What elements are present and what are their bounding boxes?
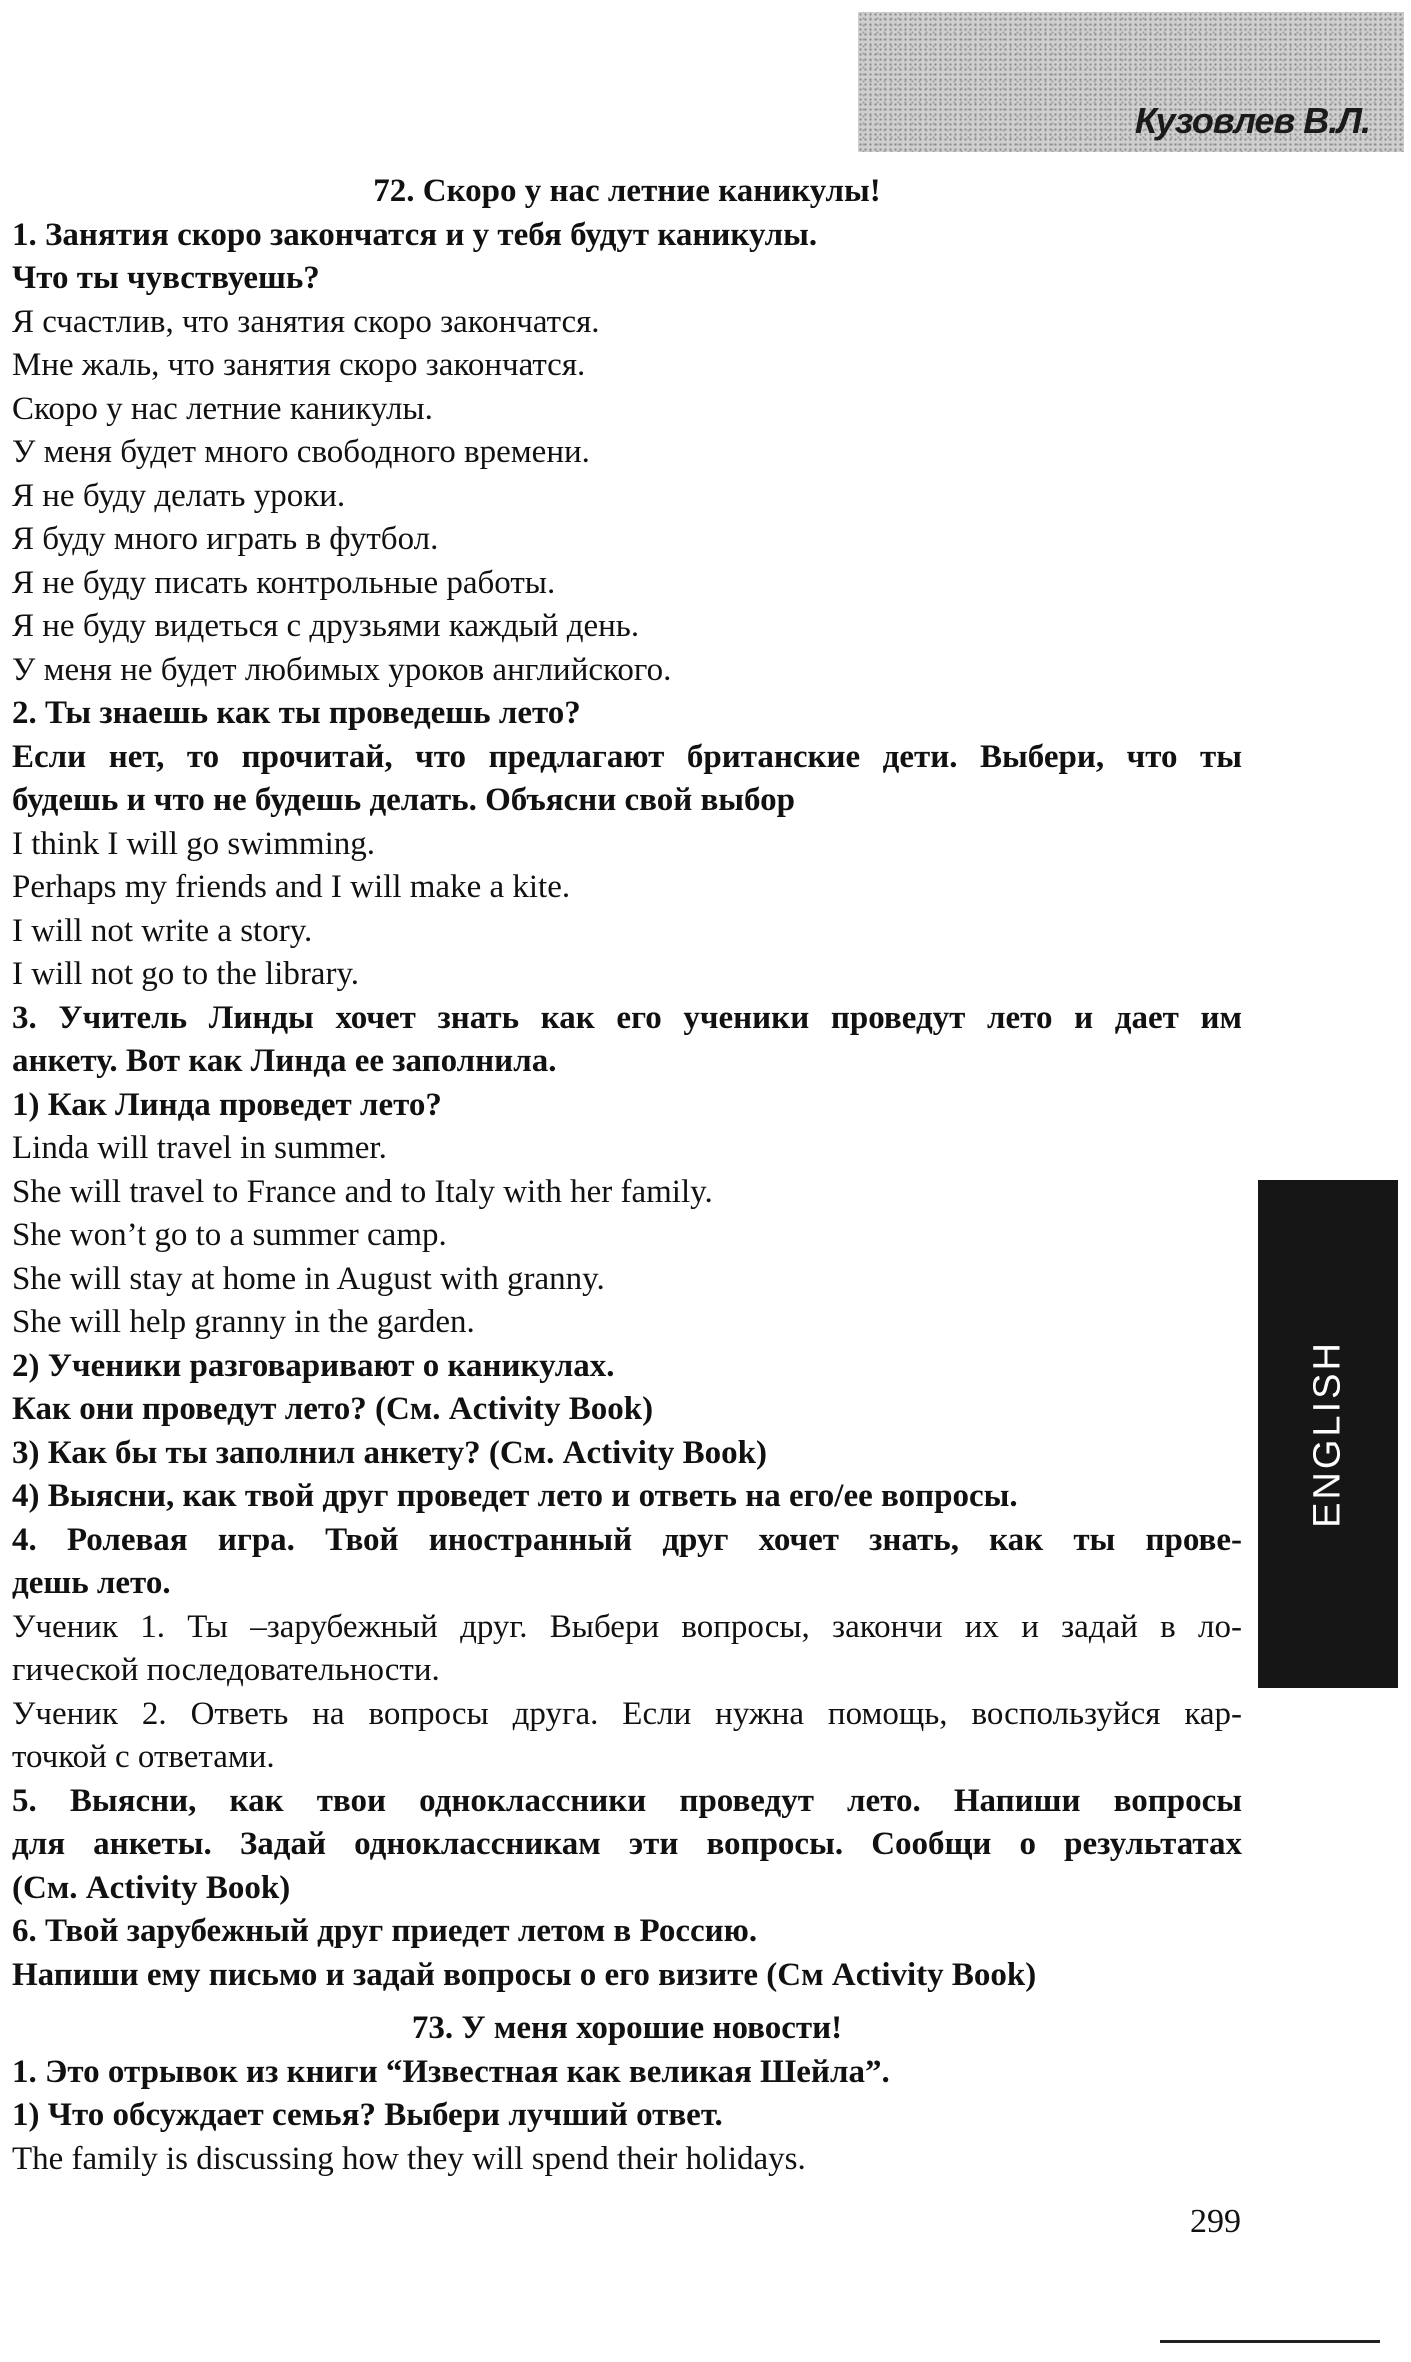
text-line: Ученик 2. Ответь на вопросы друга. Если нужна помощь, воспользуйся кар-	[12, 1695, 1242, 1732]
text-line: 3. Учитель Линды хочет знать как его ученики проведут лето и дает им	[12, 999, 1242, 1036]
text-line: 3) Как бы ты заполнил анкету? (См. Activity Book)	[12, 1434, 768, 1471]
section-side-tab	[1258, 1180, 1398, 1688]
text-line: Perhaps my friends and I will make a kite.	[12, 869, 571, 905]
page-content	[12, 170, 1242, 2181]
text-line: (См. Activity Book)	[12, 1869, 291, 1906]
author-name: Кузовлев В.Л.	[1134, 100, 1370, 141]
text-line: Я не буду делать уроки.	[12, 477, 346, 514]
text-line: Я не буду видеться с друзьями каждый день.	[12, 608, 640, 644]
text-line: I think I will go swimming.	[12, 825, 375, 862]
text-line: Напиши ему письмо и задай вопросы о его визите (См Activity Book)	[12, 1956, 1037, 1993]
text-line: 6. Твой зарубежный друг приедет летом в Россию.	[12, 1913, 758, 1949]
text-line: Я буду много играть в футбол.	[12, 521, 439, 557]
page-number: 299	[1190, 2203, 1241, 2240]
text-line: She will travel to France and to Italy with her family.	[12, 1173, 713, 1210]
text-line: 1) Как Линда проведет лето?	[12, 1086, 442, 1123]
text-line: The family is discussing how they will spend their holidays.	[12, 2140, 806, 2177]
text-line: 4. Ролевая игра. Твой иностранный друг хочет знать, как ты прове-	[12, 1521, 1242, 1558]
section-heading: 72. Скоро у нас летние каникулы!	[373, 173, 881, 209]
text-line: 4) Выясни, как твой друг проведет лето и ответь на его/ее вопросы.	[12, 1478, 1018, 1514]
section-tab-label: ENGLISH	[1306, 1340, 1349, 1528]
text-line: Мне жаль, что занятия скоро закончатся.	[12, 347, 586, 383]
text-line: She won’t go to a summer camp.	[12, 1217, 447, 1253]
text-line: будешь и что не будешь делать. Объясни свой выбор	[12, 782, 795, 818]
text-line: У меня не будет любимых уроков английского.	[12, 651, 672, 688]
author-header-box	[858, 12, 1404, 152]
section-heading: 73. У меня хорошие новости!	[411, 2010, 843, 2046]
text-line: 1) Что обсуждает семья? Выбери лучший ответ.	[12, 2097, 723, 2133]
text-line: Linda will travel in summer.	[12, 1130, 387, 1166]
text-line: Скоро у нас летние каникулы.	[12, 390, 433, 427]
text-line: 2) Ученики разговаривают о каникулах.	[12, 1347, 615, 1384]
text-line: Я не буду писать контрольные работы.	[12, 564, 556, 601]
text-line: Я счастлив, что занятия скоро закончатся.	[12, 303, 600, 340]
text-line: для анкеты. Задай одноклассникам эти вопросы. Сообщи о результатах	[12, 1826, 1242, 1862]
text-line: 5. Выясни, как твои одноклассники проведут лето. Напиши вопросы	[12, 1782, 1242, 1819]
text-line: She will stay at home in August with granny.	[12, 1260, 605, 1297]
text-line: Если нет, то прочитай, что предлагают британские дети. Выбери, что ты	[12, 738, 1242, 775]
text-line: У меня будет много свободного времени.	[12, 434, 590, 470]
text-line: Что ты чувствуешь?	[12, 260, 320, 296]
text-line: 1. Это отрывок из книги “Известная как великая Шейла”.	[12, 2053, 890, 2090]
text-line: Как они проведут лето? (См. Activity Book)	[12, 1391, 654, 1427]
text-line: точкой с ответами.	[12, 1739, 275, 1775]
text-line: гической последовательности.	[12, 1652, 440, 1688]
text-line: She will help granny in the garden.	[12, 1304, 475, 1340]
text-line: I will not go to the library.	[12, 956, 360, 992]
text-line: Ученик 1. Ты –зарубежный друг. Выбери вопросы, закончи их и задай в ло-	[12, 1608, 1242, 1645]
text-line: анкету. Вот как Линда ее заполнила.	[12, 1043, 557, 1079]
text-line: I will not write a story.	[12, 912, 313, 949]
text-line: 1. Занятия скоро закончатся и у тебя будут каникулы.	[12, 216, 818, 253]
text-line: дешь лето.	[12, 1565, 171, 1601]
text-line: 2. Ты знаешь как ты проведешь лето?	[12, 695, 581, 731]
footer-rule	[1160, 2340, 1380, 2343]
